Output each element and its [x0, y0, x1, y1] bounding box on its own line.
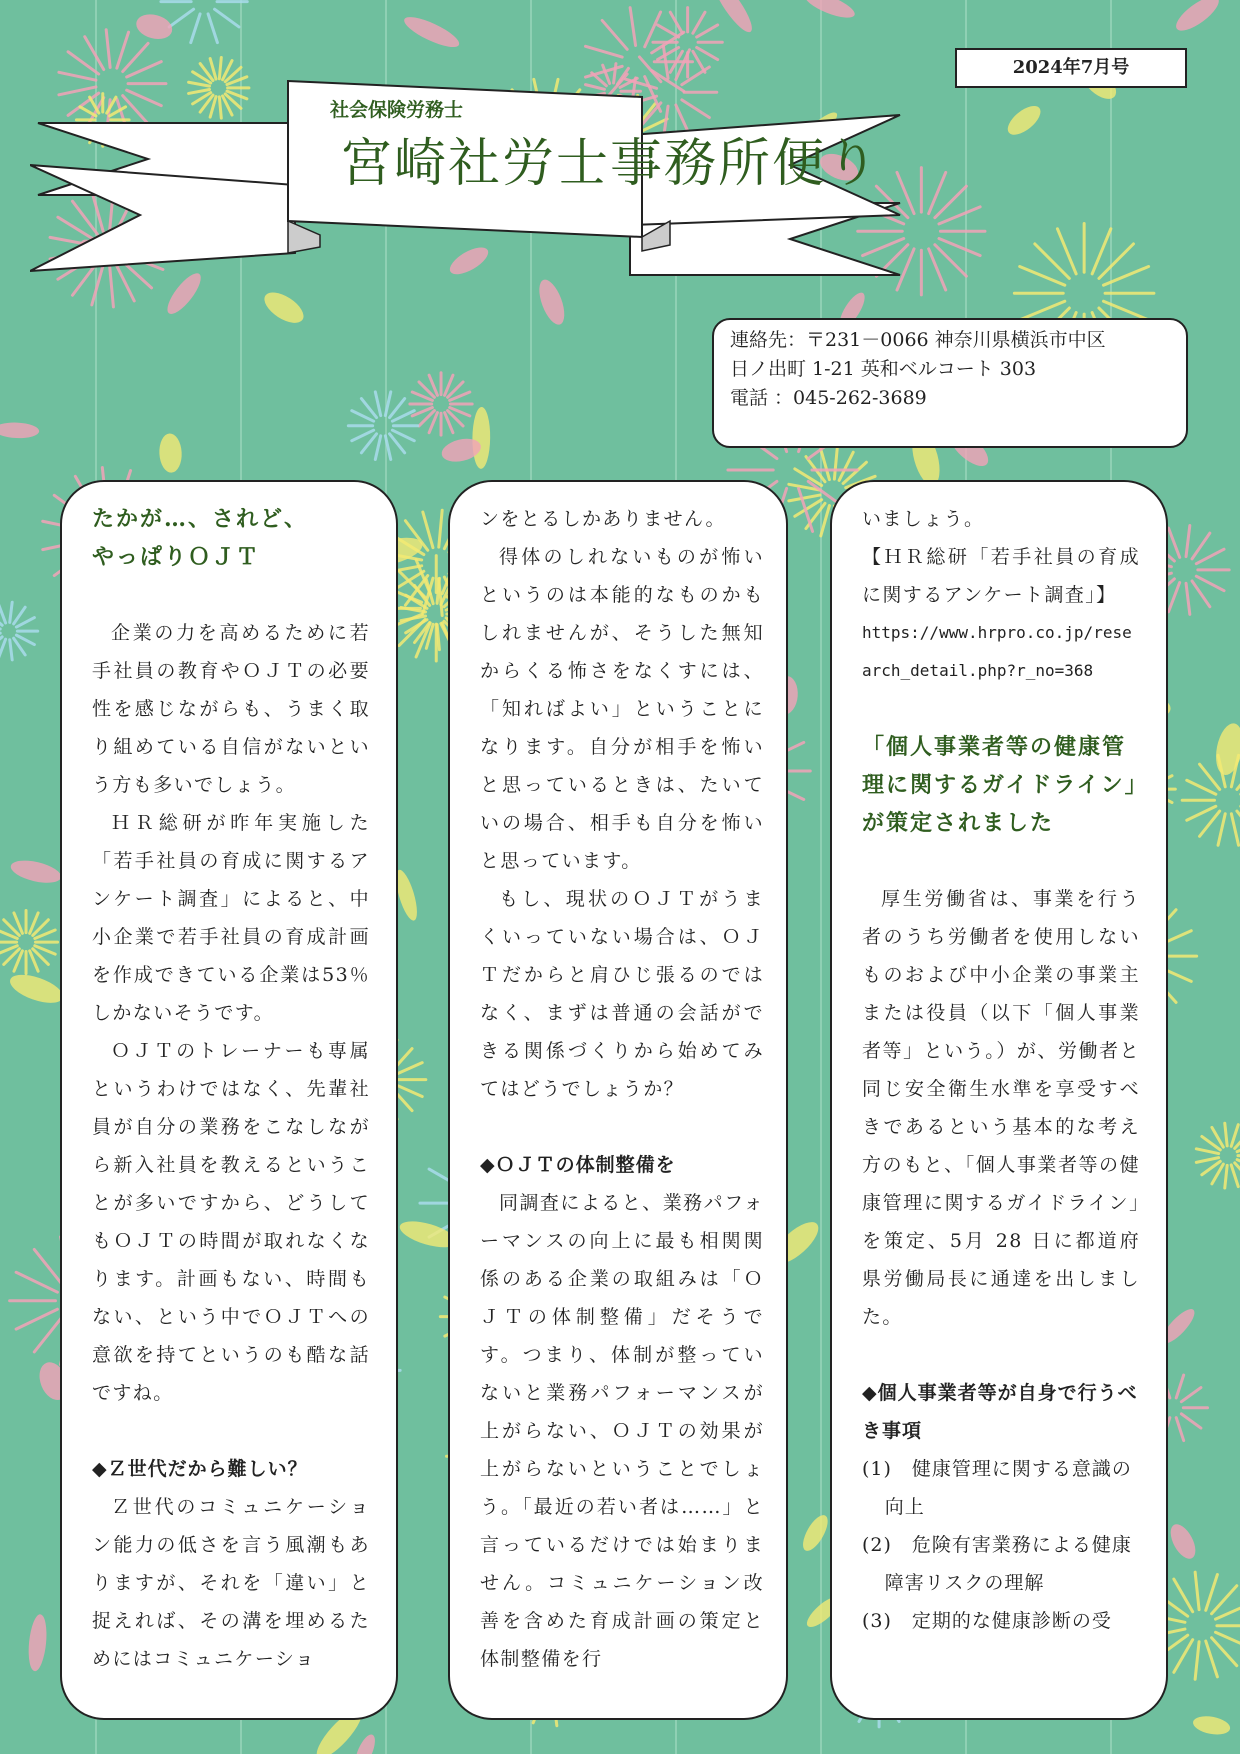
paragraph: 企業の力を高めるために若手社員の教育やＯＪＴの必要性を感じながらも、うまく取り組めている自信がないという方も多いでしょう。 — [92, 622, 370, 796]
petal-drop — [1171, 0, 1223, 36]
paragraph: ンをとるしかありません。 — [480, 508, 726, 530]
title-banner — [30, 75, 905, 290]
article-heading: 「個人事業者等の健康管理に関するガイドライン」が策定されました — [862, 734, 1138, 836]
contact-address-2: 日ノ出町 1-21 英和ベルコート 303 — [730, 358, 1037, 380]
paragraph: いましょう。 — [862, 508, 985, 530]
petal-drop — [259, 286, 308, 329]
list-item: (1) 健康管理に関する意識の向上 — [862, 1458, 1132, 1518]
petal-drop — [798, 1511, 832, 1554]
petal-drop — [401, 12, 463, 53]
contact-box — [712, 318, 1188, 448]
article-heading-line-2: やっぱりＯＪＴ — [92, 544, 261, 570]
firework-burst — [1196, 1123, 1240, 1188]
section-subheading: ◆ＯＪＴの体制整備を — [480, 1154, 676, 1176]
article-column-1 — [60, 480, 398, 1720]
section-subheading: ◆個人事業者等が自身で行うべき事項 — [862, 1382, 1138, 1442]
petal-drop — [26, 1613, 49, 1672]
section-subheading: ◆Ｚ世代だから難しい？ — [92, 1458, 308, 1480]
petal-drop — [1192, 1713, 1232, 1737]
petal-drop — [133, 11, 175, 43]
source-url[interactable]: https://www.hrpro.co.jp/research_detail.php?r_no=368 — [862, 623, 1132, 680]
petal-drop — [351, 1732, 379, 1754]
article-heading-line-1: たかが…、されど、 — [92, 506, 309, 532]
contact-phone: 電話 ：045-262-3689 — [730, 387, 927, 409]
petal-drop — [1003, 101, 1045, 140]
firework-burst — [161, 0, 247, 43]
petal-drop — [472, 407, 490, 469]
petal-drop — [802, 0, 858, 23]
petal-drop — [158, 433, 182, 473]
firework-burst — [0, 911, 58, 974]
paragraph: ＨＲ総研が昨年実施した「若手社員の育成に関するアンケート調査」によると、中小企業で若手社員の育成計画を作成できている企業は53％しかないそうです。 — [92, 812, 370, 1024]
banner-subtitle: 社会保険労務士 — [330, 99, 464, 121]
list-item: (3) 定期的な健康診断の受 — [862, 1610, 1112, 1632]
paragraph: 得体のしれないものが怖いというのは本能的なものかもしれませんが、そうした無知からくる怖さをなくすには、「知ればよい」ということになります。自分が相手を怖いと思っているときは、たいていの場合、相手も自分を怖いと思っています。 — [480, 546, 764, 872]
petal-drop — [9, 856, 63, 886]
article-column-2 — [448, 480, 788, 1720]
paragraph: もし、現状のＯＪＴがうまくいっていない場合は、ＯＪＴだからと肩ひじ張るのではなく、まずは普通の会話ができる関係づくりから始めてみてはどうでしょうか？ — [480, 888, 764, 1100]
petal-drop — [7, 969, 67, 1009]
issue-date: 2024年7月号 — [1012, 57, 1130, 78]
contact-address-1: 連絡先：〒231－0066 神奈川県横浜市中区 — [730, 329, 1106, 351]
newsletter-title: 宮崎社労士事務所便り — [340, 134, 881, 194]
list-item: (2) 危険有害業務による健康障害リスクの理解 — [862, 1534, 1132, 1594]
paragraph: 同調査によると、業務パフォーマンスの向上に最も相関関係のある企業の取組みは「ＯＪＴの体制整備」だそうです。つまり、体制が整っていないと業務パフォーマンスが上がらない、ＯＪＴの効果が上がらないということでしょう。「最近の若い者は……」と言っているだけでは始まりません。コミュニケーション改善を含めた育成計画の策定と体制整備を行 — [480, 1192, 764, 1670]
article-column-3 — [830, 480, 1168, 1720]
firework-burst — [653, 8, 722, 77]
firework-burst — [348, 392, 417, 460]
firework-burst — [0, 602, 38, 660]
paragraph: ＯＪＴのトレーナーも専属というわけではなく、先輩社員が自分の業務をこなしながら新入社員を教えるということが多いですから、どうしてもＯＪＴの時間が取れなくなります。計画もない、時間もない、という中でＯＪＴへの意欲を持てというのも酷な話ですね。 — [92, 1040, 370, 1404]
issue-date-box — [955, 48, 1187, 88]
petal-drop — [708, 0, 757, 36]
source-citation: 【ＨＲ総研「若手社員の育成に関するアンケート調査」】 — [862, 546, 1140, 606]
paragraph: 厚生労働省は、事業を行う者のうち労働者を使用しないものおよび中小企業の事業主または役員（以下「個人事業者等」という。）が、労働者と同じ安全衛生水準を享受すべきであるという基本的な考え方のもと、「個人事業者等の健康管理に関するガイドライン」を策定、5月 28 日に都道府県労働局長に通達を出しました。 — [862, 888, 1140, 1328]
petal-drop — [0, 422, 40, 439]
paragraph: Ｚ世代のコミュニケーション能力の低さを言う風潮もありますが、それを「違い」と捉えれば、その溝を埋めるためにはコミュニケーショ — [92, 1496, 370, 1670]
petal-drop — [1166, 1520, 1201, 1562]
